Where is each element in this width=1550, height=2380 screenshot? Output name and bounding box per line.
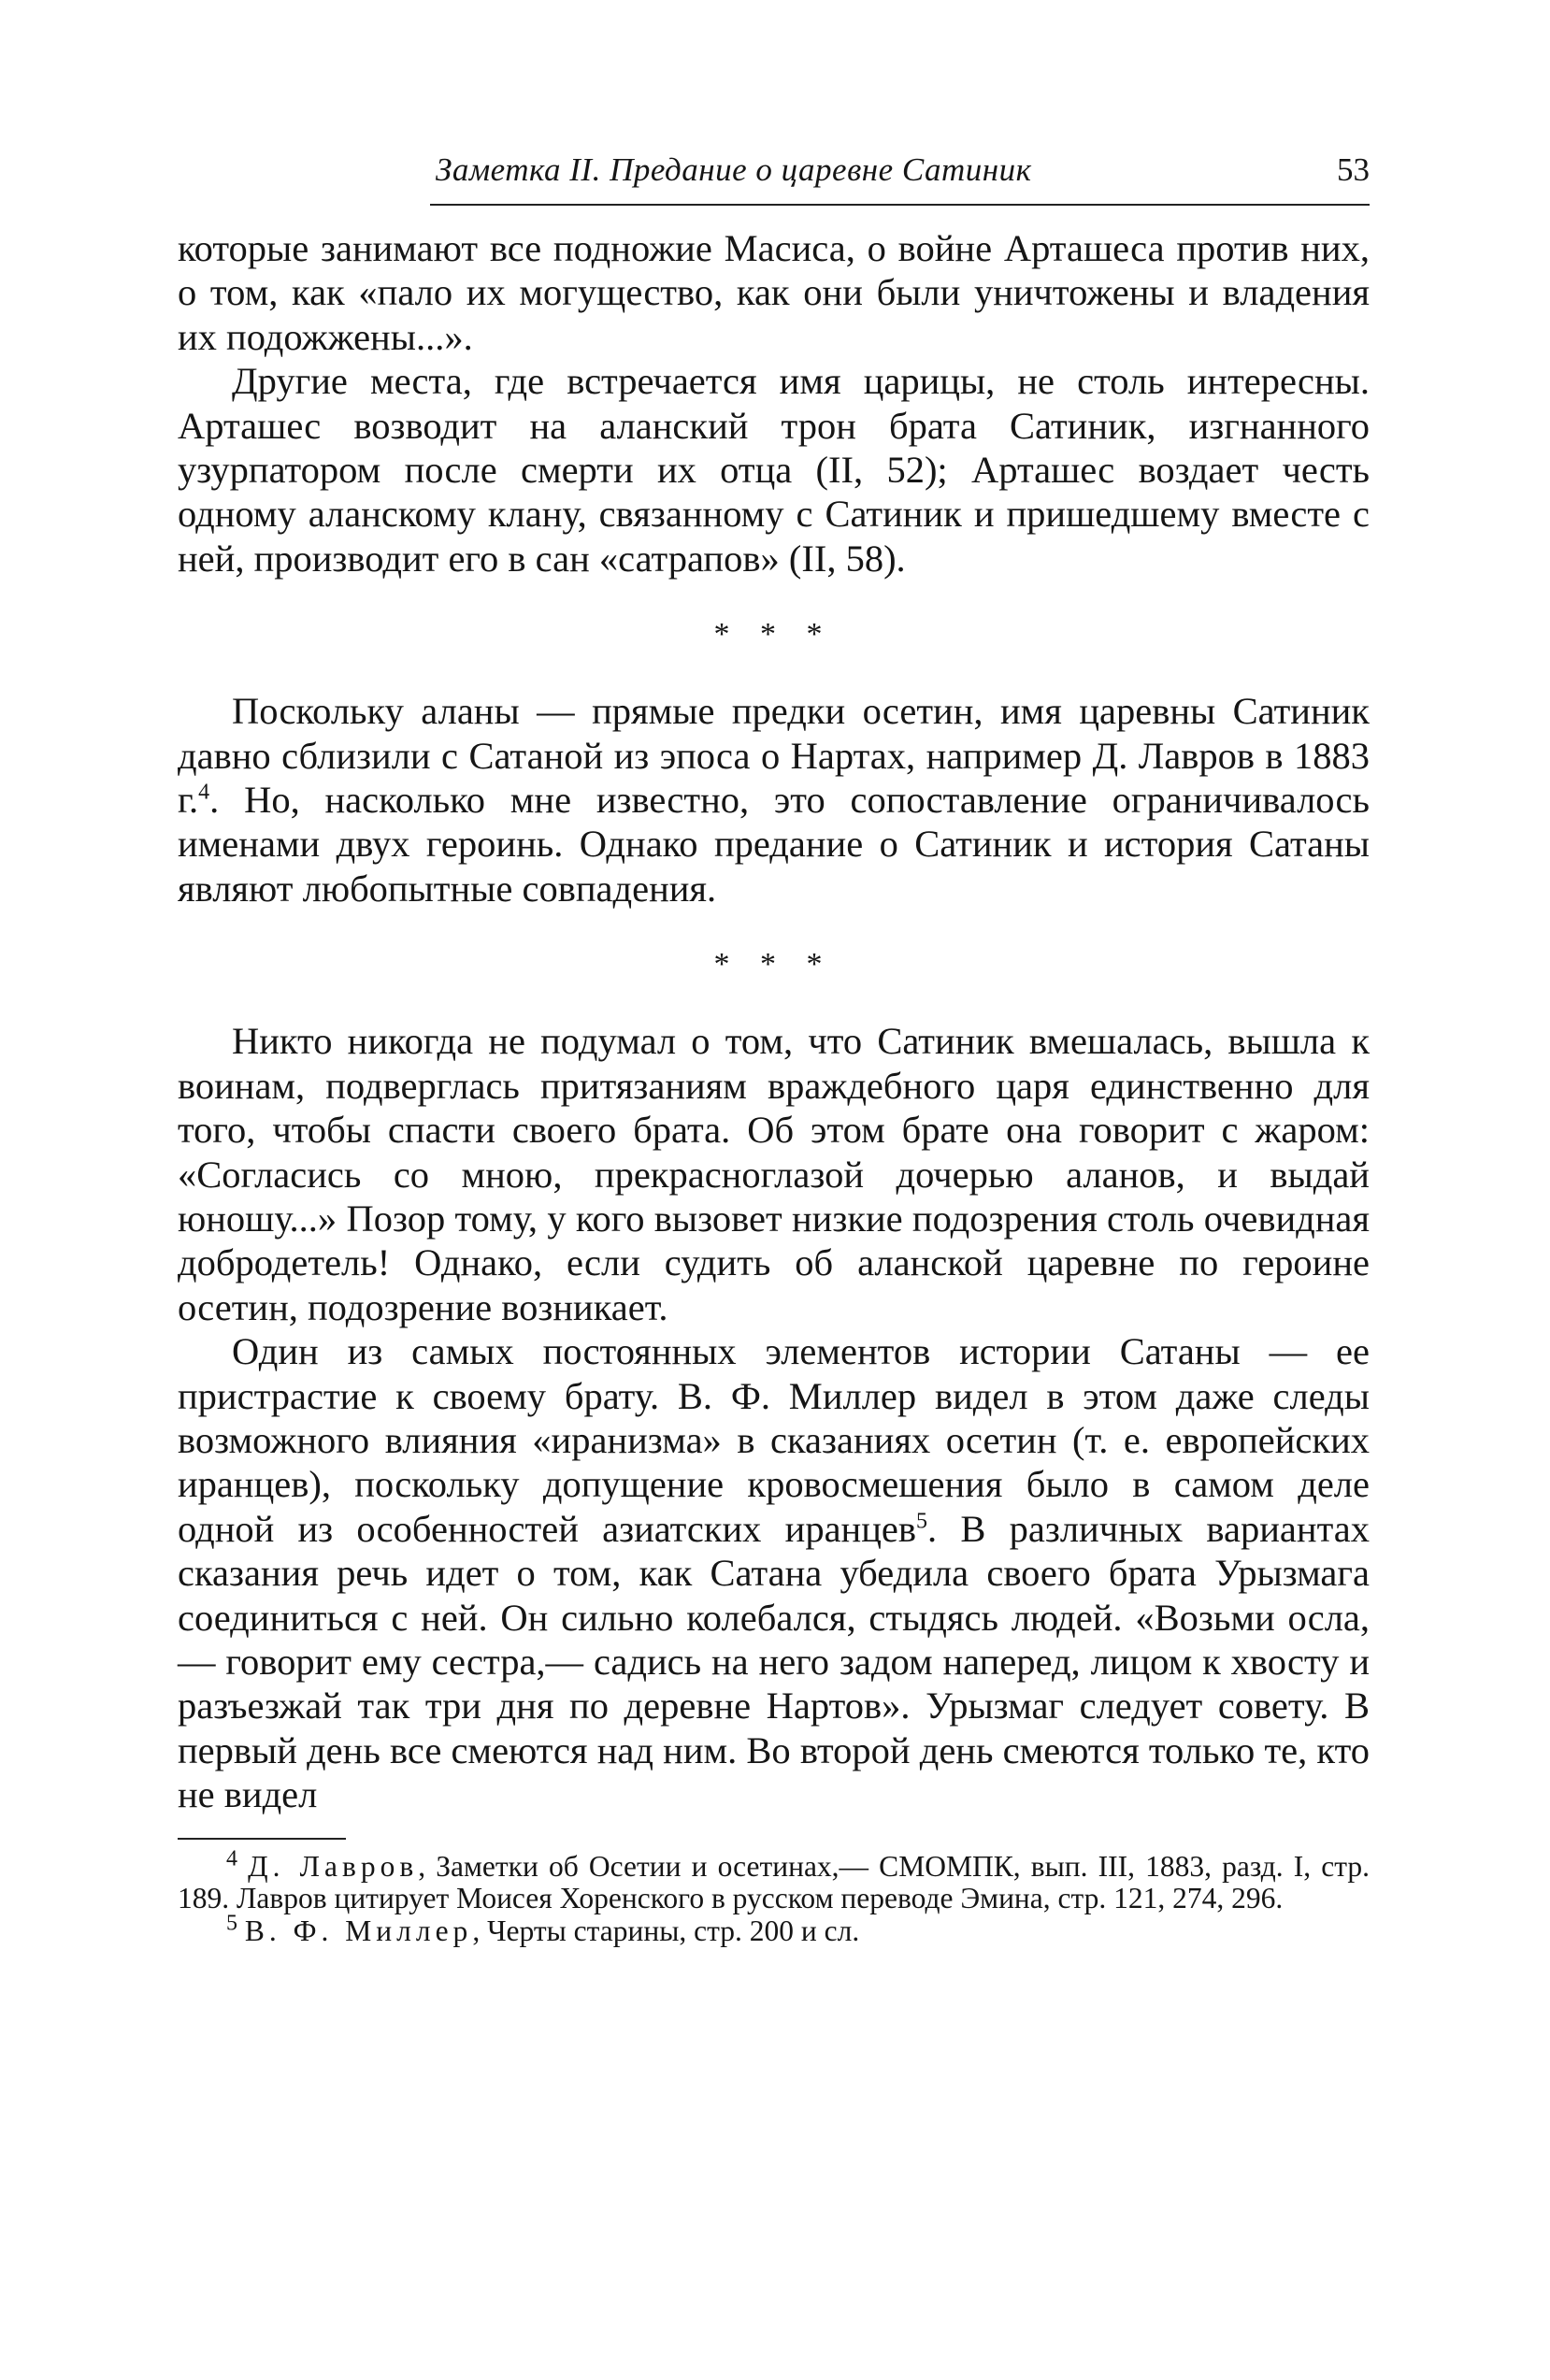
body-text (178, 226, 1370, 1817)
paragraph-text: . Но, насколько мне известно, это сопоставление ограничивалось именами двух героинь. Однако предание о Сатиник и история Сатаны являют любопытные совпадения. (178, 779, 1370, 910)
paragraph (178, 689, 1370, 910)
footnote-author: В. Ф. Миллер (244, 1914, 473, 1947)
paragraph-text: Один из самых постоянных элементов истории Сатаны — ее пристрастие к своему брату. В. Ф. Миллер видел в этом даже следы возможного влияния «иранизма» в сказаниях осетин (т. е. европейских иранцев), поскольку допущение кровосмешения было в самом деле одной из особенностей азиатских иранцев (178, 1330, 1370, 1550)
section-break: * * * (713, 617, 834, 652)
paragraph-text: Поскольку аланы — прямые предки осетин, имя царевны Сатиник давно сблизили с Сатаной из эпоса о Нартах, например Д. Лавров в 1883 г. (178, 690, 1370, 822)
footnote-text: , Заметки об Осетии и осетинах,— СМОМПК, вып. III, 1883, разд. I, стр. 189. Лавров цитирует Моисея Хоренского в русском переводе Эмина, стр. 121, 274, 296. (178, 1849, 1370, 1915)
footnote-mark: 4 (226, 1846, 237, 1871)
paragraph: Другие места, где встречается имя царицы, не столь интересны. Арташес возводит на аланский трон брата Сатиник, изгнанного узурпатором после смерти их отца (II, 52); Арташес воздает честь одному аланскому клану, связанному с Сатиник и пришедшему вместе с ней, производит его в сан «сатрапов» (II, 58). (178, 360, 1370, 580)
footnote-ref: 4 (198, 780, 210, 805)
page-number: 53 (1337, 151, 1370, 188)
footnote-ref: 5 (916, 1509, 928, 1534)
running-head (430, 150, 1370, 206)
running-head-title: Заметка II. Предание о царевне Сатиник (436, 151, 1032, 188)
footnote-text: , Черты старины, стр. 200 и сл. (472, 1914, 860, 1947)
footnote-divider (178, 1838, 346, 1840)
paragraph-continuation: которые занимают все подножие Масиса, о войне Арташеса против них, о том, как «пало их могущество, как они были уничтожены и владения их подожжены...». (178, 227, 1370, 358)
paragraph: Никто никогда не подумал о том, что Сатиник вмешалась, вышла к воинам, подверглась притязаниям враждебного царя единственно для того, чтобы спасти своего брата. Об этом брате она говорит с жаром: «Согласись со мною, прекрасноглазой дочерью аланов, и выдай юношу...» Позор тому, у кого вызовет низкие подозрения столь очевидная добродетель! Однако, если судить об аланской царевне по героине осетин, подозрение возникает. (178, 1020, 1370, 1328)
paragraph (178, 1329, 1370, 1816)
footnote-4 (178, 1846, 1370, 1915)
book-page (178, 150, 1370, 1947)
footnotes (178, 1846, 1370, 1948)
footnote-5 (178, 1911, 1370, 1948)
paragraph-text: . В различных вариантах сказания речь идет о том, как Сатана убедила своего брата Урызмага соединиться с ней. Он сильно колебался, стыдясь людей. «Возьми осла,— говорит ему сестра,— садись на него задом наперед, лицом к хвосту и разъезжай так три дня по деревне Нартов». Урызмаг следует совету. В первый день все смеются над ним. Во второй день смеются только те, кто не видел (178, 1507, 1370, 1816)
footnote-author: Д. Лавров (248, 1849, 419, 1883)
footnote-mark: 5 (226, 1911, 237, 1936)
section-break: * * * (713, 947, 834, 982)
